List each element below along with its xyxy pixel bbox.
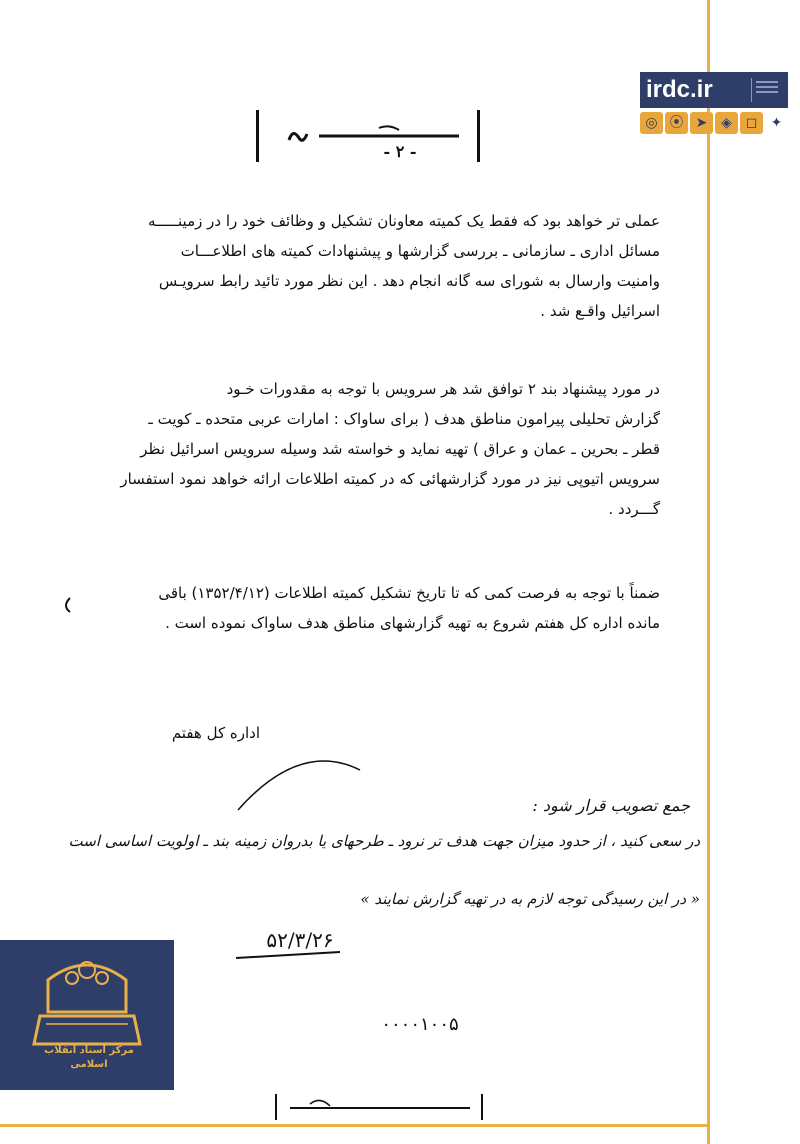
- handwritten-line-2: در سعی کنید ، از حدود میزان جهت هدف تر نرود ـ طرحهای یا بدروان زمینه بند ـ اولویت اساسی است: [68, 832, 700, 850]
- twitter-icon[interactable]: ✦: [770, 115, 783, 131]
- text-line: سرویس اتیوپی نیز در مورد گزارشهائی که در کمیته اطلاعات ارائه خواهد نمود استفسار: [120, 470, 660, 488]
- aparat-icon[interactable]: ◎: [640, 112, 663, 134]
- text-line: گزارش تحلیلی پیرامون مناطق هدف ( برای ساواک : امارات عربی متحده ـ کویت ـ: [148, 410, 660, 428]
- handwritten-line-3: « در این رسیدگی توجه لازم به در تهیه گزارش نمایند »: [360, 890, 700, 908]
- page-border-bottom: [0, 1124, 710, 1127]
- footer-stamp: [270, 1090, 490, 1124]
- irdc-logo: [640, 72, 788, 108]
- film-icon[interactable]: ⦿: [665, 112, 688, 134]
- text-line: مسائل اداری ـ سازمانی ـ بررسی گزارشها و پیشنهادات کمیته های اطلاعـــات: [180, 242, 660, 260]
- text-line: وامنیت وارسال به شورای سه گانه انجام دهد . این نظر مورد تائید رابط سرویـس: [158, 272, 660, 290]
- handwritten-line-1: جمع تصویب قرار شود :: [532, 796, 690, 815]
- page-border-right: [707, 0, 710, 1144]
- social-icons: [640, 112, 790, 136]
- irdc-site-label: irdc.ir: [646, 76, 713, 103]
- text-line: قطر ـ بحرین ـ عمان و عراق ) تهیه نماید و خواسته شد وسیله سرویس اسرائیل نظر: [140, 440, 660, 458]
- irdc-watermark: [640, 72, 790, 138]
- instagram-icon[interactable]: ◻: [740, 112, 763, 134]
- classification-stamp: [256, 110, 480, 162]
- signature-department: اداره کل هفتم: [171, 724, 260, 742]
- document-number: ۰۰۰۰۱۰۰۵: [381, 1014, 459, 1035]
- text-line: ضمناً با توجه به فرصت کمی که تا تاریخ تشکیل کمیته اطلاعات (۱۳۵۲/۴/۱۲) باقی: [158, 584, 660, 602]
- paragraph-2: [54, 374, 660, 524]
- archive-emblem: [0, 940, 174, 1090]
- paragraph-1: [54, 206, 660, 326]
- text-line: عملی تر خواهد بود که فقط یک کمیته معاونان تشکیل و وظائف خود را در زمینـــــه: [148, 212, 660, 230]
- text-line: مانده اداره کل هفتم شروع به تهیه گزارشهای مناطق هدف ساواک نموده است .: [165, 614, 660, 632]
- text-line: در مورد پیشنهاد بند ۲ توافق شد هر سرویس با توجه به مقدورات خـود: [226, 380, 660, 398]
- page-number: - ۲ -: [383, 142, 417, 161]
- text-line: اسرائیل واقـع شد .: [540, 302, 660, 320]
- irdc-mini-mark: [751, 78, 782, 102]
- emblem-label: مرکز اسناد انقلاب اسلامی: [44, 1045, 134, 1070]
- text-line: گـــردد .: [608, 500, 660, 518]
- handwritten-date: ۵۲/۳/۲۶: [266, 928, 334, 952]
- telegram-icon[interactable]: ➤: [690, 112, 713, 134]
- soroush-icon[interactable]: ◈: [715, 112, 738, 134]
- paragraph-3: [54, 578, 660, 638]
